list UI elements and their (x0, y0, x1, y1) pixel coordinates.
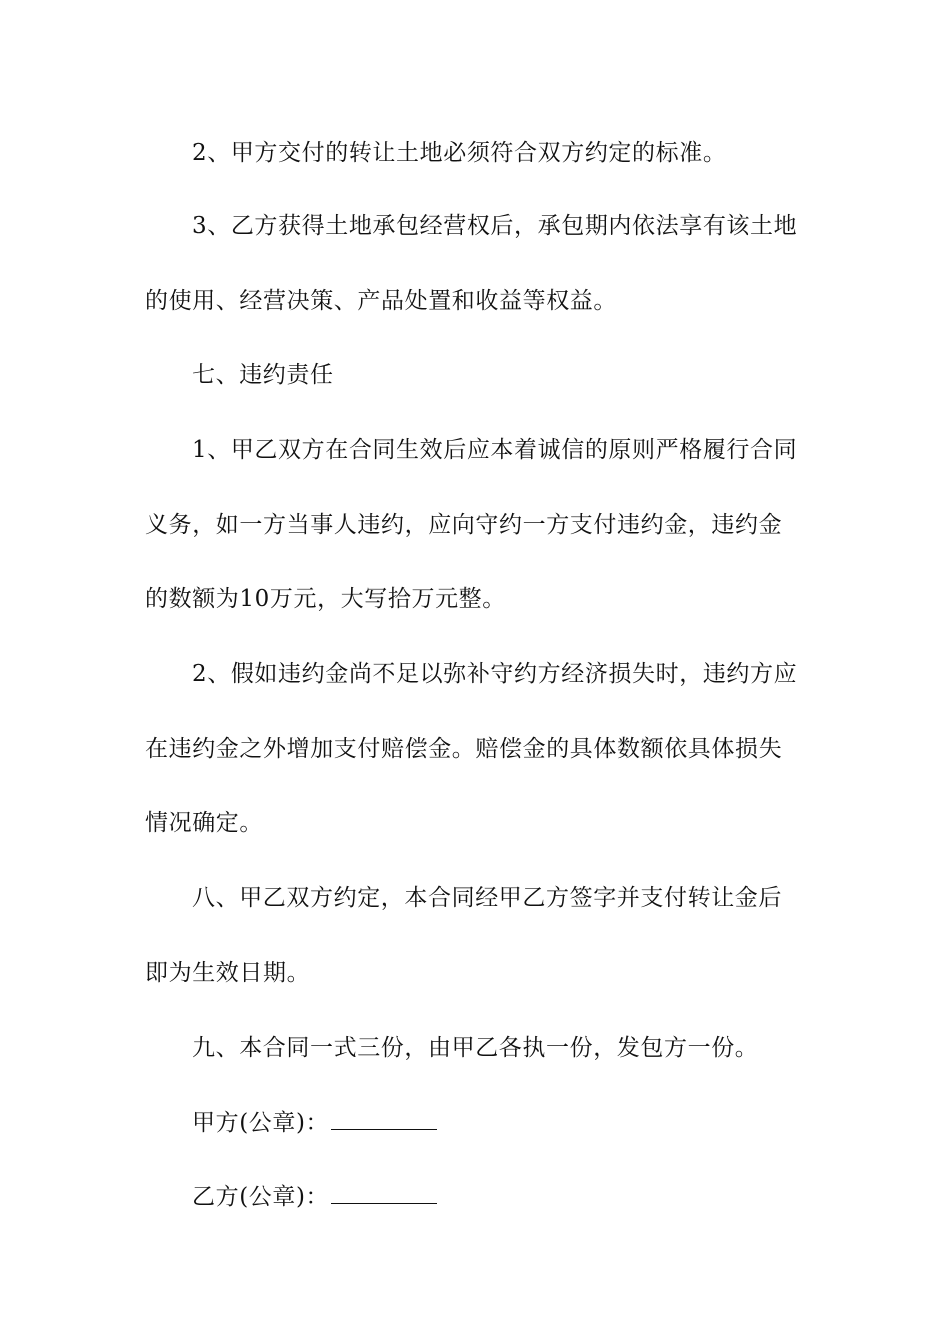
section-heading-breach-liability: 七、违约责任 (192, 362, 334, 388)
party-a-seal-label: 甲方(公章)： (192, 1110, 330, 1136)
clause-6-2: 2、甲方交付的转让土地必须符合双方约定的标准。 (192, 140, 727, 166)
party-a-signature-blank[interactable] (331, 1107, 437, 1130)
clause-8-line1: 八、甲乙双方约定，本合同经甲乙方签字并支付转让金后 (192, 885, 782, 911)
clause-7-2-line3: 情况确定。 (145, 810, 263, 836)
clause-7-1-line3: 的数额为10万元，大写拾万元整。 (145, 586, 506, 612)
clause-7-1-line2: 义务，如一方当事人违约，应向守约一方支付违约金，违约金 (145, 512, 783, 538)
party-b-signature-blank[interactable] (331, 1181, 437, 1204)
party-a-signature-row (192, 1107, 437, 1138)
party-b-seal-label: 乙方(公章)： (192, 1184, 330, 1210)
clause-9: 九、本合同一式三份，由甲乙各执一份，发包方一份。 (192, 1035, 759, 1061)
clause-7-1-line1: 1、甲乙双方在合同生效后应本着诚信的原则严格履行合同 (192, 437, 798, 463)
party-b-signature-row (192, 1181, 437, 1212)
clause-7-2-line2: 在违约金之外增加支付赔偿金。赔偿金的具体数额依具体损失 (145, 736, 783, 762)
clause-6-3-line2: 的使用、经营决策、产品处置和收益等权益。 (145, 288, 617, 314)
clause-7-2-line1: 2、假如违约金尚不足以弥补守约方经济损失时，违约方应 (192, 661, 798, 687)
clause-6-3-line1: 3、乙方获得土地承包经营权后，承包期内依法享有该土地 (192, 213, 798, 239)
clause-8-line2: 即为生效日期。 (145, 960, 311, 986)
